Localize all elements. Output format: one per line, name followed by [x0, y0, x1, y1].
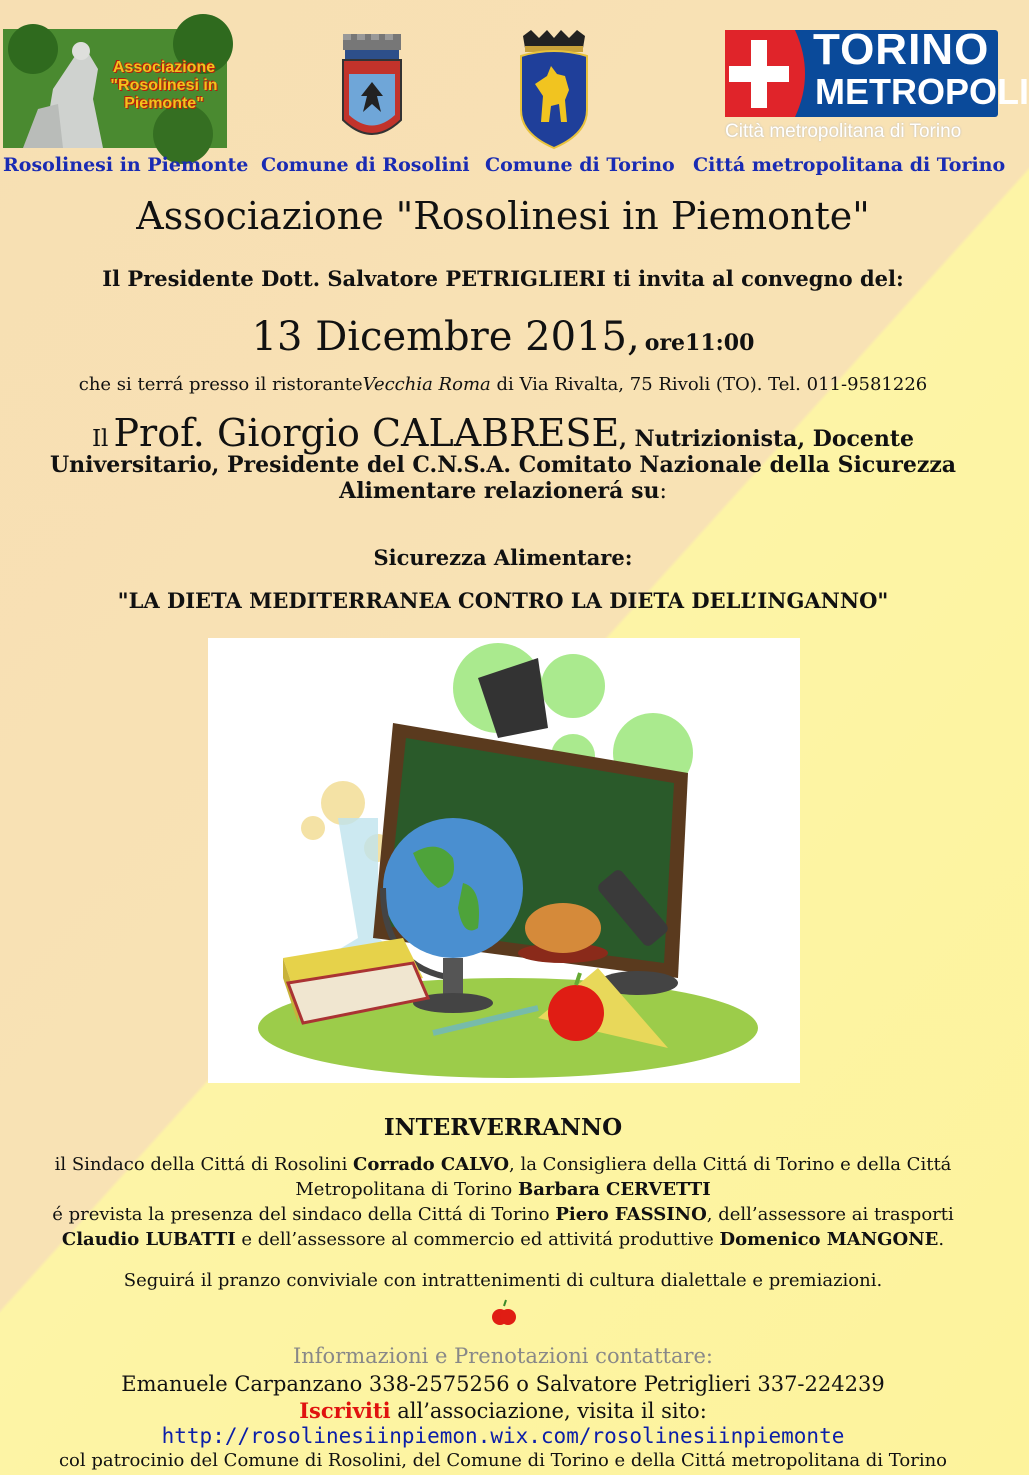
invite-line: Il Presidente Dott. Salvatore PETRIGLIERI ti invita al convegno del: — [102, 266, 904, 291]
interv-l3a: é prevista la presenza del sindaco della Cittá di Torino — [52, 1204, 556, 1225]
apple-icon — [492, 1300, 516, 1328]
speaker-il: Il — [91, 426, 109, 452]
brand-subtitle: Città metropolitana di Torino — [725, 121, 962, 142]
venue-name: Vecchia Roma — [362, 374, 491, 395]
patronage-line: col patrocinio del Comune di Rosolini, del Comune di Torino e della Cittá metropolitana di Torino — [58, 1450, 948, 1471]
date-main: 13 Dicembre 2015, — [251, 314, 640, 360]
speaker-desc2: Universitario, Presidente del C.N.S.A. Comitato Nazionale della Sicurezza — [49, 452, 957, 478]
interv-l2b: Barbara CERVETTI — [517, 1179, 711, 1200]
coat-of-arms-rosolini — [337, 30, 407, 148]
interv-l3b: Piero FASSINO — [555, 1204, 707, 1225]
speaker-colon: : — [659, 479, 667, 504]
site-url-row — [0, 1424, 1006, 1448]
interv-l4b: e dell’assessore al commercio ed attivitá produttive — [235, 1229, 720, 1250]
interv-l1c: , la Consigliera della Cittá di Torino e della Cittá — [509, 1154, 952, 1175]
venue-line — [0, 374, 1006, 395]
interv-l4a: Claudio LUBATTI — [61, 1229, 236, 1250]
topic-line1: Sicurezza Alimentare: — [373, 545, 633, 570]
join-link[interactable]: Iscriviti — [299, 1398, 391, 1423]
classroom-illustration-icon — [208, 638, 800, 1083]
join-line — [0, 1398, 1006, 1423]
speaker-name: Prof. Giorgio CALABRESE — [113, 411, 620, 455]
rosolini-crest-icon — [337, 30, 407, 148]
speaker-block — [0, 411, 1006, 505]
brand-torino: TORINO — [813, 25, 990, 74]
education-illustration — [208, 638, 800, 1083]
venue-post: di Via Rivalta, 75 Rivoli (TO). Tel. 011-9581226 — [490, 374, 928, 395]
interv-l2a: Metropolitana di Torino — [295, 1179, 518, 1200]
interv-l4c: Domenico MANGONE — [719, 1229, 939, 1250]
interv-l1b: Corrado CALVO — [353, 1154, 510, 1175]
speaker-desc3: Alimentare relazionerá su — [339, 478, 660, 504]
date-time: ore11:00 — [644, 330, 755, 356]
coat-of-arms-torino — [517, 30, 591, 150]
caption-rosolinesi: Rosolinesi in Piemonte — [3, 154, 249, 176]
site-url-link[interactable]: http://rosolinesiinpiemon.wix.com/rosolinesiinpiemonte — [161, 1424, 845, 1448]
interv-l1a: il Sindaco della Cittá di Rosolini — [54, 1154, 354, 1175]
page-title: Associazione "Rosolinesi in Piemonte" — [136, 194, 870, 238]
lunch-line: Seguirá il pranzo conviviale con intrattenimenti di cultura dialettale e premiazioni. — [123, 1270, 883, 1291]
topic-line2: "LA DIETA MEDITERRANEA CONTRO LA DIETA DELL’INGANNO" — [117, 588, 889, 613]
caption-torino: Comune di Torino — [485, 154, 675, 176]
interv-l4d: . — [938, 1229, 945, 1250]
interventions-body — [0, 1152, 1006, 1252]
logo-rosolinesi-text: Associazione "Rosolinesi in Piemonte" — [110, 59, 218, 112]
venue-pre: che si terrá presso il ristorante — [78, 374, 363, 395]
logo-rosolinesi — [3, 29, 227, 148]
contacts-people: Emanuele Carpanzano 338-2575256 o Salvatore Petriglieri 337-224239 — [121, 1372, 885, 1396]
logo-torino-metropoli — [725, 25, 1029, 147]
brand-metropoli: METROPOLI — [815, 71, 1029, 112]
interventions-heading: INTERVERRANNO — [383, 1114, 623, 1141]
contacts-heading: Informazioni e Prenotazioni contattare: — [292, 1344, 714, 1368]
speaker-desc1: , Nutrizionista, Docente — [619, 426, 915, 452]
torino-crest-icon — [517, 30, 591, 150]
caption-metropolitana: Cittá metropolitana di Torino — [693, 154, 1006, 176]
caption-rosolini: Comune di Rosolini — [261, 154, 470, 176]
join-rest: all’associazione, visita il sito: — [390, 1399, 707, 1423]
interv-l3c: , dell’assessore ai trasporti — [706, 1204, 954, 1225]
event-date — [0, 314, 1006, 360]
